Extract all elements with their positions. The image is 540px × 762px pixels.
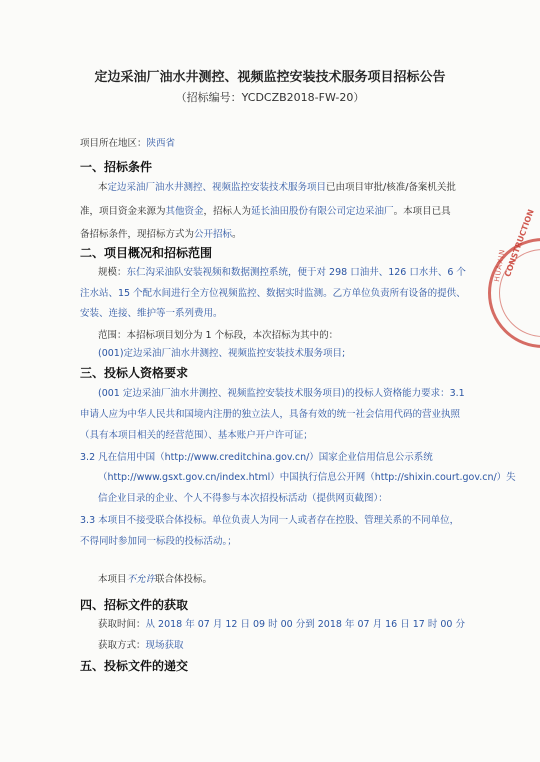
section-3-heading: 三、投标人资格要求 xyxy=(80,366,189,380)
s2-label: 规模： xyxy=(98,267,127,278)
s2-line-4: 范围：本招标项目划分为 1 个标段，本次招标为其中的： xyxy=(98,330,339,341)
region-line xyxy=(80,138,175,150)
s3-line-3: （具有本项目相关的经营范围）、基本账户开户许可证； xyxy=(80,430,313,441)
s1-fund-source: 其他资金 xyxy=(165,206,204,217)
s1-text: ，招标人为 xyxy=(203,206,252,217)
s3-line-1: (001 定边采油厂油水井测控、视频监控安装技术服务项目)的投标人资格能力要求：3.1 xyxy=(98,388,465,399)
s4-label: 获取方式： xyxy=(98,640,146,651)
s4-label: 获取时间： xyxy=(98,619,146,630)
region-label: 项目所在地区： xyxy=(80,138,147,149)
s2-line-1 xyxy=(98,267,466,279)
s4-line-1 xyxy=(98,619,465,631)
s1-text: 已由项目审批/核准/备案机关批 xyxy=(326,182,456,193)
s1-text: 准，项目资金来源为 xyxy=(80,206,166,217)
s1-text: 。 xyxy=(232,229,242,240)
s3-line-6: 信企业目录的企业、个人不得参与本次招投标活动（提供网页截图）： xyxy=(98,493,388,504)
seal-stamp-inner-ring xyxy=(499,249,540,337)
s3-line-5: （http://www.gsxt.gov.cn/index.html）中国执行信息公开网（http://shixin.court.gov.cn/）失 xyxy=(98,472,516,483)
s1-tenderer: 延长油田股份有限公司定边采油厂 xyxy=(251,206,394,217)
section-1-heading: 一、招标条件 xyxy=(80,160,153,174)
s3-text: 本项目 xyxy=(98,574,127,585)
s1-line-3 xyxy=(80,229,242,241)
s4-time-range: 从 2018 年 07 月 12 日 09 时 00 分到 2018 年 07 月 16 日 17 时 00 分 xyxy=(145,619,465,630)
s1-line-1 xyxy=(98,182,456,194)
s4-line-2 xyxy=(98,640,184,652)
s1-tender-method: 公开招标 xyxy=(194,229,233,240)
s1-text: 备招标条件，现招标方式为 xyxy=(80,229,195,240)
doc-code: （招标编号：YCDCZB2018-FW-20） xyxy=(175,91,365,104)
section-5-heading: 五、投标文件的递交 xyxy=(80,659,189,673)
s2-line-2: 注水站、15 个配水间进行全方位视频监控、数据实时监测。乙方单位负责所有设备的提供、 xyxy=(80,288,466,299)
s1-line-2 xyxy=(80,206,451,218)
s1-text: 本 xyxy=(98,182,108,193)
s3-text: 联合体投标。 xyxy=(155,574,213,585)
s2-line-3: 安装、连接、维护等一系列费用。 xyxy=(80,308,223,319)
doc-title: 定边采油厂油水井测控、视频监控安装技术服务项目招标公告 xyxy=(94,70,446,85)
region-value: 陕西省 xyxy=(146,138,176,149)
s3-line-7: 3.3 本项目不接受联合体投标。单位负责人为同一人或者存在控股、管理关系的不同单位， xyxy=(80,515,460,526)
s3-not-allowed: 不允许 xyxy=(126,574,156,585)
section-2-heading: 二、项目概况和招标范围 xyxy=(80,246,213,260)
s3-line-9 xyxy=(98,574,212,586)
seal-stamp-text-2: HUAXIN xyxy=(493,248,507,283)
s3-line-2: 申请人应为中华人民共和国境内注册的独立法人，具备有效的统一社会信用代码的营业执照 xyxy=(80,409,461,420)
seal-stamp-text: CONSTRUCTION xyxy=(503,208,536,279)
s1-project-name: 定边采油厂油水井测控、视频监控安装技术服务项目 xyxy=(107,182,327,193)
s3-line-4: 3.2 凡在信用中国（http://www.creditchina.gov.cn/）国家企业信用信息公示系统 xyxy=(80,452,433,463)
s2-scale-text: 东仁沟采油队安装视频和数据测控系统，便于对 298 口油井、126 口水井、6 个 xyxy=(126,267,466,278)
s2-line-5: (001)定边采油厂油水井测控、视频监控安装技术服务项目; xyxy=(98,348,346,359)
s1-text: 。本项目已具 xyxy=(393,206,451,217)
section-4-heading: 四、招标文件的获取 xyxy=(80,598,189,612)
s3-line-8: 不得同时参加同一标段的投标活动。； xyxy=(80,536,237,547)
s4-method: 现场获取 xyxy=(145,640,184,651)
seal-stamp xyxy=(488,208,540,348)
